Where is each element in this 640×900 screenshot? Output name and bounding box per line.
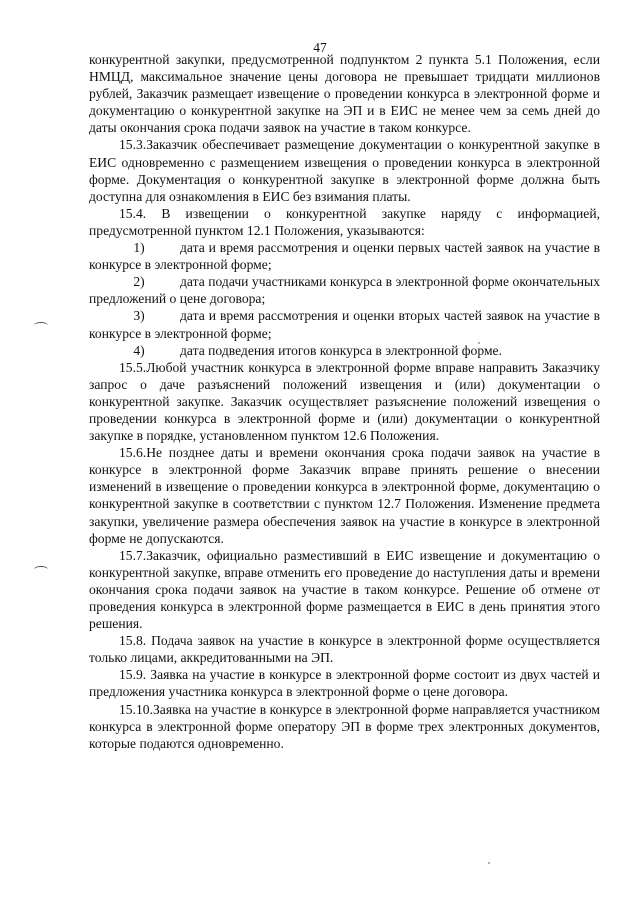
paragraph: конкурентной закупки, предусмотренной подпунктом 2 пункта 5.1 Положения, если НМЦД, максимальное значение цены договора не превышает тридцати миллионов рублей, Заказчик размещает извещение о проведении конкурса в электронной форме и документацию о конкурентной закупке на ЭП и в ЕИС не менее чем за семь дней до даты окончания срока подачи заявок на участие в таком конкурсе. [89,52,600,136]
paragraph: 15.3.Заказчик обеспечивает размещение документации о конкурентной закупке в ЕИС одновременно с размещением извещения о проведении конкурса в электронной форме. Документация о конкурентной закупке в электронной форме должна быть доступна для ознакомления в ЕИС без взимания платы. [89,137,600,204]
list-item-number: 3) [133,308,145,324]
document-body [89,51,600,752]
paragraph: 15.6.Не позднее даты и времени окончания срока подачи заявок на участие в конкурсе в электронной форме Заказчик вправе принять решение о внесении изменений в извещение о проведении конкурса в электронной форме, документацию о конкурентной закупке в соответствии с пунктом 12.7 Положения. Изменение предмета закупки, увеличение размера обеспечения заявок на участие в конкурсе в электронной форме не допускаются. [89,445,600,546]
list-item-number: 1) [133,240,145,256]
page-number: 47 [313,40,327,55]
list-item-text: дата и время рассмотрения и оценки вторых частей заявок на участие в конкурсе в электронной форме; [89,308,600,341]
list-item-number: 2) [133,274,145,290]
paragraph: 15.9. Заявка на участие в конкурсе в электронной форме состоит из двух частей и предложения участника конкурса в электронной форме о цене договора. [89,667,600,700]
paragraph: 15.4. В извещении о конкурентной закупке наряду с информацией, предусмотренной пунктом 12.1 Положения, указываются: [89,205,600,238]
list-item [89,273,600,307]
paragraph: 15.10.Заявка на участие в конкурсе в электронной форме направляется участником конкурса в электронной форме оператору ЭП в форме трех электронных документов, которые подаются одновременно. [89,701,600,751]
list-item [89,342,600,359]
list-item-text: дата и время рассмотрения и оценки первых частей заявок на участие в конкурсе в электронной форме; [89,240,600,273]
paragraph: 15.8. Подача заявок на участие в конкурсе в электронной форме осуществляется только лицами, аккредитованными на ЭП. [89,633,600,666]
list-item-text: дата подведения итогов конкурса в электронной форме. [180,342,502,358]
list-item-text: дата подачи участниками конкурса в электронной форме окончательных предложений о цене договора; [89,274,600,307]
margin-mark [34,566,48,573]
list-item [89,239,600,273]
scan-speck [488,862,490,864]
margin-mark [34,322,48,329]
paragraph: 15.5.Любой участник конкурса в электронной форме вправе направить Заказчику запрос о даче разъяснений положений извещения и (или) документации о конкурентной закупке. Заказчик осуществляет разъяснение положений извещения о проведении конкурса в электронной форме и (или) документации о конкурентной закупке в порядке, установленном пунктом 12.6 Положения. [89,359,600,444]
list-item-number: 4) [133,342,145,358]
list-item [89,307,600,341]
paragraph: 15.7.Заказчик, официально разместивший в ЕИС извещение и документацию о конкурентной закупке, вправе отменить его проведение до наступления даты и времени окончания срока подачи заявок на участие в таком конкурсе. Решение об отмене от проведения конкурса в электронной форме размещается в ЕИС в день принятия этого решения. [89,547,600,632]
